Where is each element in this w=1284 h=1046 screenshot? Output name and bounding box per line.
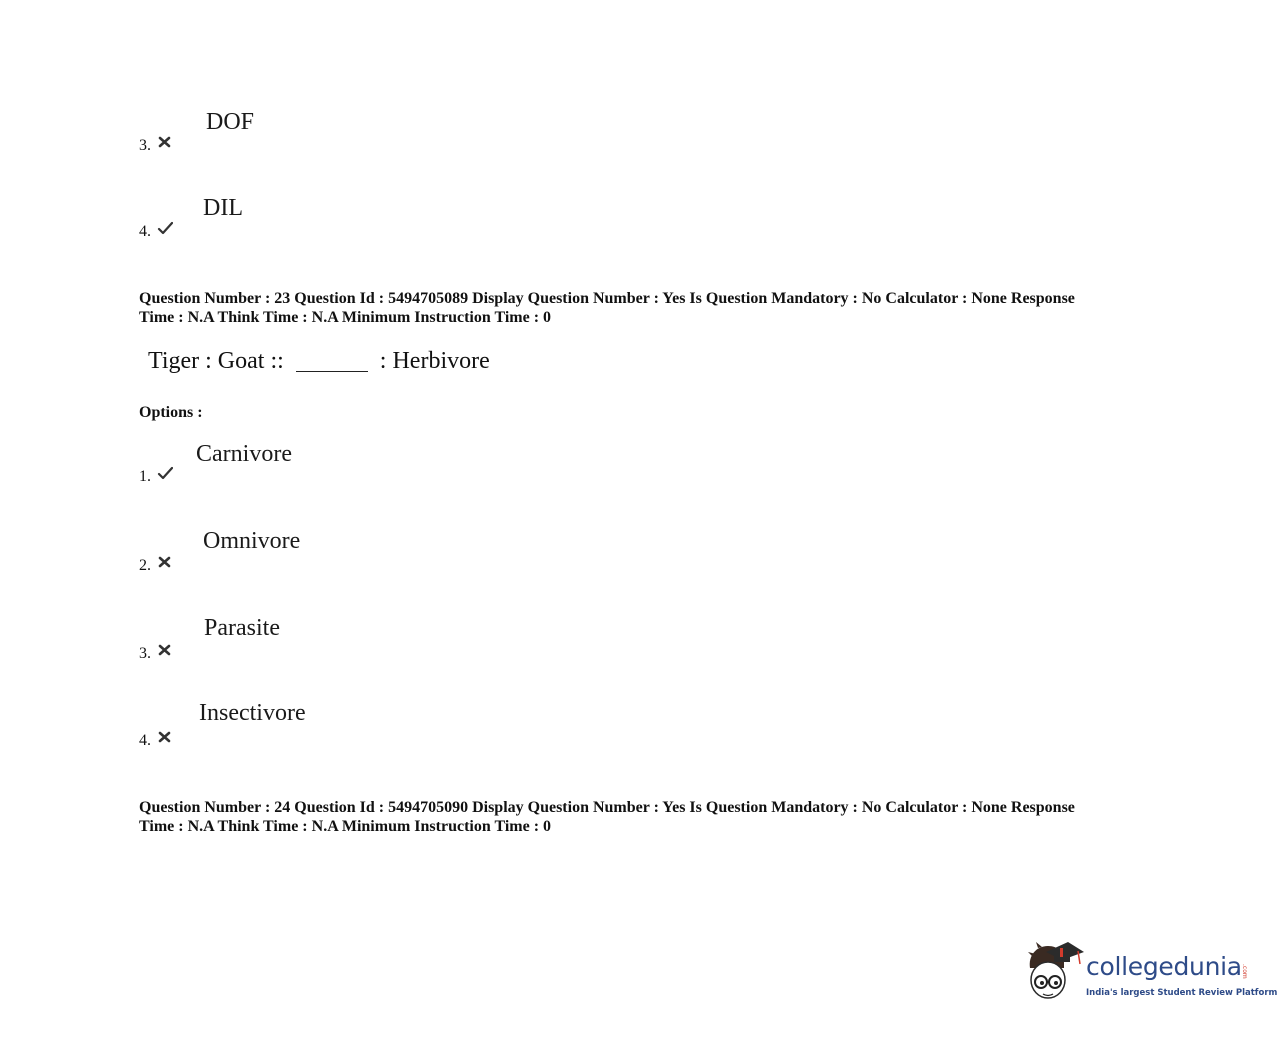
question-23-meta-line2: Time : N.A Think Time : N.A Minimum Instruction Time : 0 (139, 309, 552, 326)
cross-icon (157, 554, 173, 570)
cross-icon (157, 642, 173, 658)
option-2-number: 2. (139, 557, 151, 574)
collegedunia-logo (1024, 938, 1278, 1010)
checkmark-icon (157, 465, 173, 481)
option-3-text: Parasite (204, 615, 280, 641)
question-23-left: Tiger : Goat :: (148, 348, 284, 374)
option-1-number: 1. (139, 468, 151, 485)
prev-option-4-number: 4. (139, 223, 151, 240)
brand-suffix: .com (1241, 964, 1248, 979)
question-24-meta (139, 798, 1169, 836)
option-4-number: 4. (139, 732, 151, 749)
question-23-meta (139, 289, 1169, 327)
brand-tagline: India's largest Student Review Platform (1086, 988, 1278, 998)
prev-option-3-number: 3. (139, 137, 151, 154)
question-23-right: : Herbivore (379, 348, 490, 374)
prev-option-3-text: DOF (206, 109, 255, 135)
question-23-text (148, 346, 490, 376)
cross-icon (157, 134, 173, 150)
prev-option-4-text: DIL (203, 195, 243, 221)
brand-name: collegedunia (1086, 952, 1242, 981)
option-4-text: Insectivore (199, 700, 306, 726)
option-3-number: 3. (139, 645, 151, 662)
cross-icon (157, 729, 173, 745)
answer-blank (296, 349, 368, 372)
checkmark-icon (157, 220, 173, 236)
mascot-icon (1024, 938, 1084, 1010)
options-label: Options : (139, 404, 203, 421)
question-23-meta-line1: Question Number : 23 Question Id : 5494705089 Display Question Number : Yes Is Question Mandatory : No Calculator : None Response (139, 290, 1075, 307)
option-1-text: Carnivore (196, 441, 292, 467)
question-24-meta-line1: Question Number : 24 Question Id : 5494705090 Display Question Number : Yes Is Question Mandatory : No Calculator : None Response (139, 799, 1075, 816)
question-24-meta-line2: Time : N.A Think Time : N.A Minimum Instruction Time : 0 (139, 818, 552, 835)
option-2-text: Omnivore (203, 528, 301, 554)
